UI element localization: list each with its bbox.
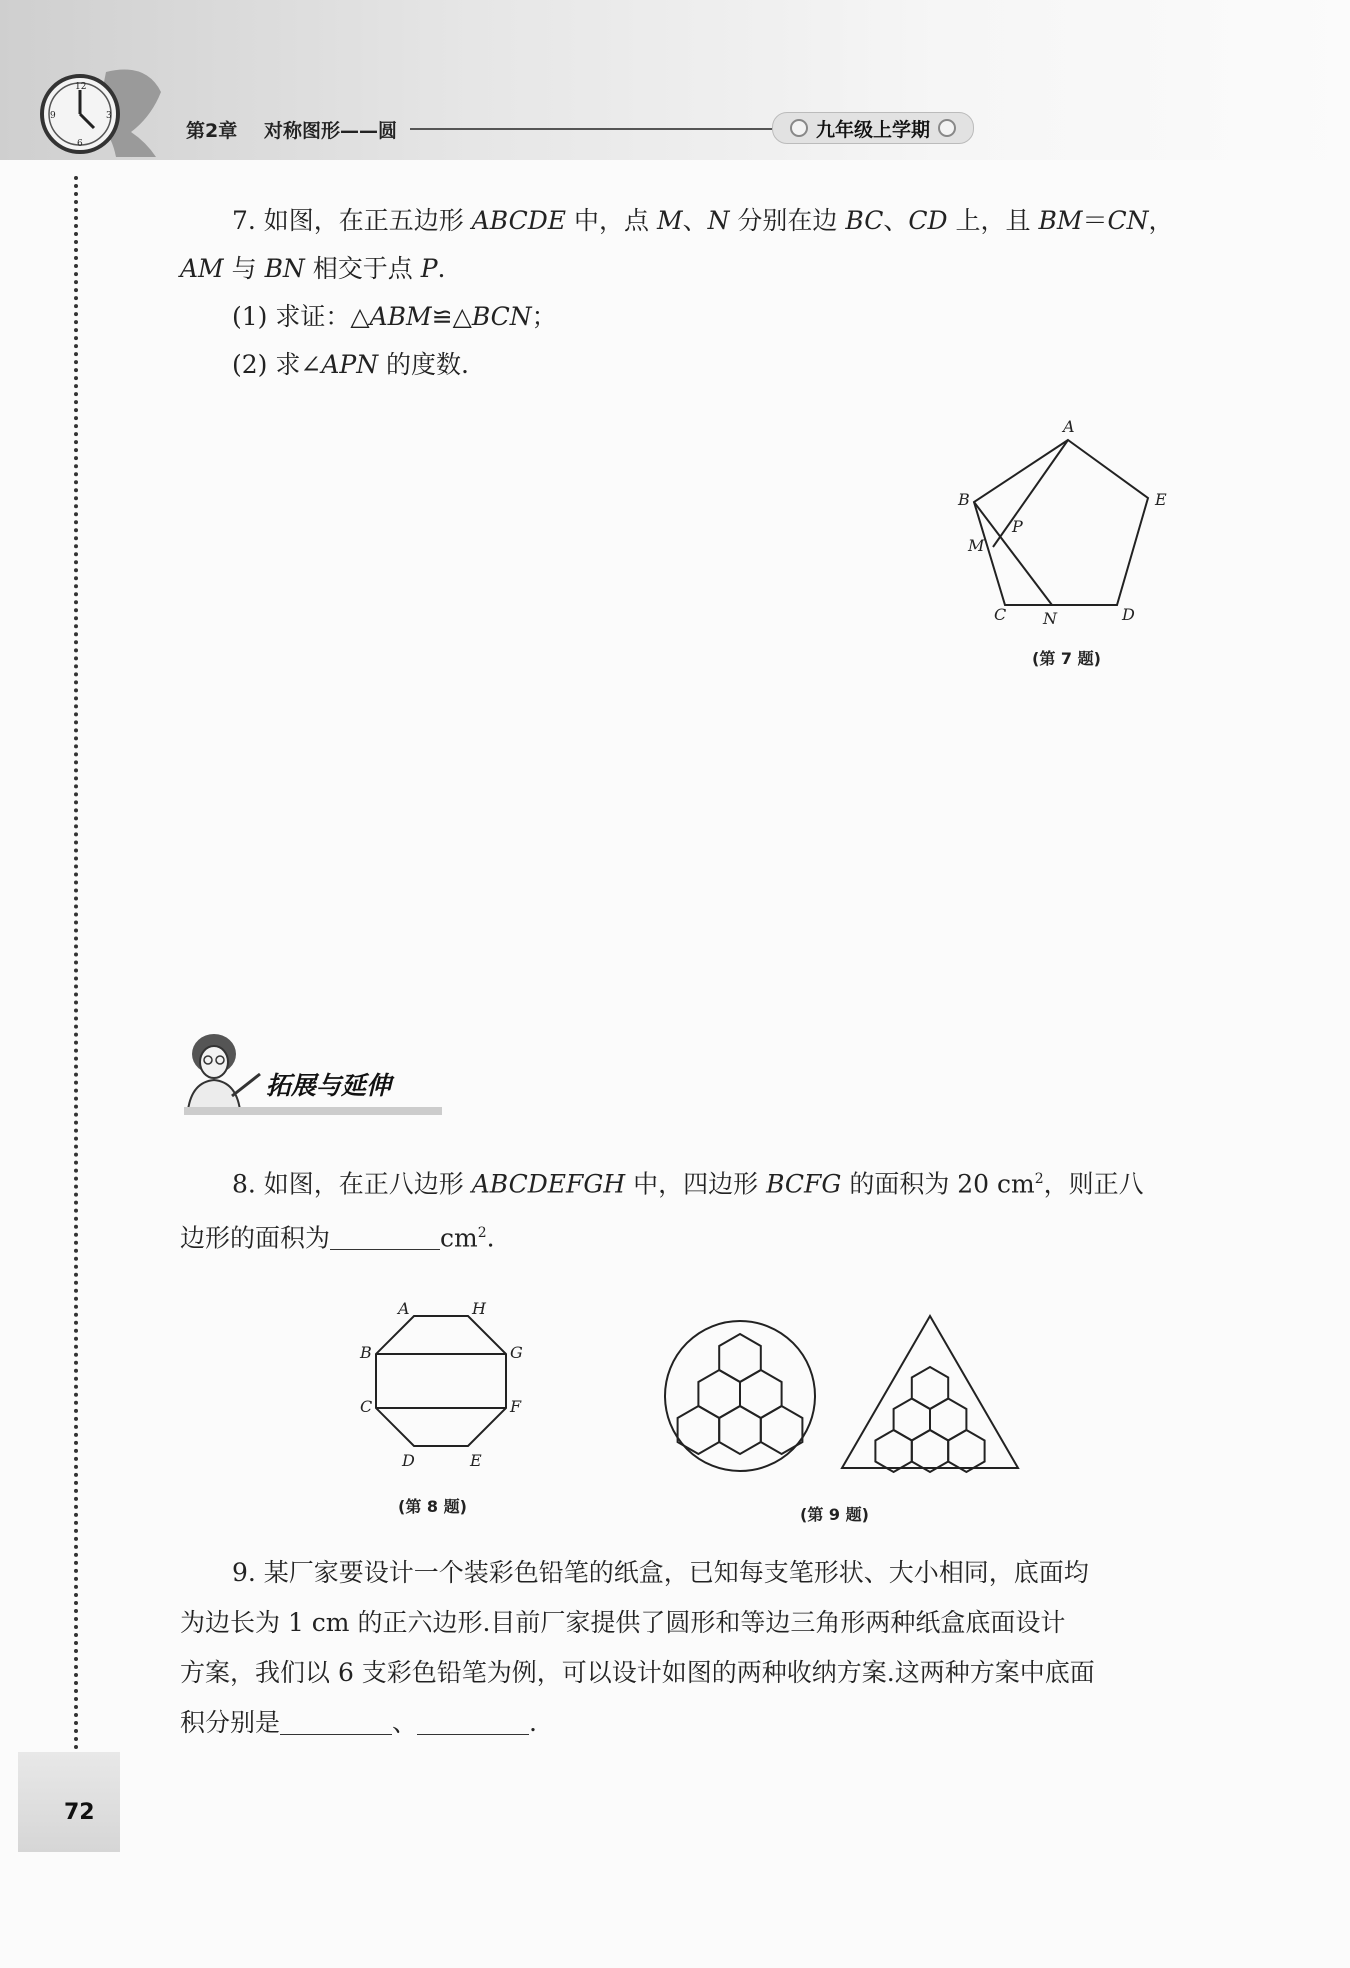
- label-B: B: [360, 1343, 372, 1362]
- teacher-icon: [176, 1030, 266, 1112]
- q8-answer-blank[interactable]: [330, 1223, 440, 1250]
- q9-caption: (第 9 题): [800, 1505, 869, 1524]
- hexagon-pencil: [948, 1430, 984, 1472]
- hexagon-pencil: [719, 1406, 761, 1454]
- label-P: P: [1012, 517, 1023, 536]
- q8-caption: (第 8 题): [398, 1497, 467, 1516]
- label-B: B: [958, 490, 970, 509]
- q9-line3: 方案，我们以 6 支彩色铅笔为例，可以设计如图的两种收纳方案.这两种方案中底面: [180, 1658, 1095, 1687]
- label-C: C: [360, 1397, 373, 1416]
- q7-caption: (第 7 题): [1032, 649, 1101, 668]
- q9-line4: 积分别是 、 .: [180, 1708, 537, 1737]
- svg-text:12: 12: [75, 82, 87, 92]
- chapter-title: 对称图形——圆: [264, 120, 398, 142]
- q8-octagon-figure: [350, 1296, 540, 1476]
- hexagon-pencil: [698, 1370, 740, 1418]
- pill-dot-icon: [790, 119, 808, 137]
- label-D: D: [1122, 605, 1135, 624]
- hexagon-pencil: [912, 1430, 948, 1472]
- hexagon-pencil: [875, 1430, 911, 1472]
- q9-line1: 9. 某厂家要设计一个装彩色铅笔的纸盒，已知每支笔形状、大小相同，底面均: [232, 1558, 1089, 1587]
- q7-part1: (1) 求证：△ABM≌△BCN；: [232, 302, 557, 331]
- section-title: 拓展与延伸: [266, 1071, 392, 1100]
- label-C: C: [994, 605, 1007, 624]
- label-M: M: [968, 536, 985, 555]
- q7-part2: (2) 求∠APN 的度数.: [232, 350, 469, 379]
- label-H: H: [472, 1299, 486, 1318]
- chapter-number: 第2章: [186, 120, 238, 142]
- label-A: A: [398, 1299, 410, 1318]
- label-G: G: [510, 1343, 523, 1362]
- q9-answer-blank-1[interactable]: [280, 1708, 392, 1735]
- label-D: D: [402, 1451, 415, 1470]
- svg-text:3: 3: [106, 111, 112, 121]
- grade-badge: [772, 112, 974, 144]
- label-F: F: [510, 1397, 522, 1416]
- hexagon-pencil: [740, 1370, 782, 1418]
- pill-dot-icon: [938, 119, 956, 137]
- grade-label: 九年级上学期: [815, 118, 930, 141]
- q7-pentagon-figure: [950, 410, 1180, 630]
- q9-packing-figure: [660, 1310, 1030, 1480]
- svg-text:9: 9: [50, 111, 56, 121]
- clock-runner-icon: [36, 62, 166, 160]
- label-N: N: [1043, 609, 1057, 628]
- q9-line2: 为边长为 1 cm 的正六边形.目前厂家提供了圆形和等边三角形两种纸盒底面设计: [180, 1608, 1066, 1637]
- q8-line1: 8. 如图，在正八边形 ABCDEFGH 中，四边形 BCFG 的面积为 20 $cm^2$，则正八: [232, 1169, 1144, 1199]
- label-E: E: [470, 1451, 482, 1470]
- section-underline: [184, 1107, 442, 1115]
- label-A: A: [1063, 417, 1075, 436]
- label-E: E: [1155, 490, 1167, 509]
- svg-text:6: 6: [77, 139, 83, 149]
- page-number: 72: [64, 1800, 95, 1825]
- q7-line2: AM 与 BN 相交于点 P.: [180, 254, 446, 283]
- hexagon-pencil: [719, 1334, 761, 1382]
- binding-dotted-line: [74, 176, 78, 1751]
- q7-line1: 7. 如图，在正五边形 ABCDE 中，点 M、N 分别在边 BC、CD 上，且 BM＝CN，: [232, 206, 1174, 235]
- q8-line2: 边形的面积为 $cm^2$.: [180, 1223, 495, 1253]
- q9-answer-blank-2[interactable]: [417, 1708, 529, 1735]
- header-rule: [410, 128, 772, 130]
